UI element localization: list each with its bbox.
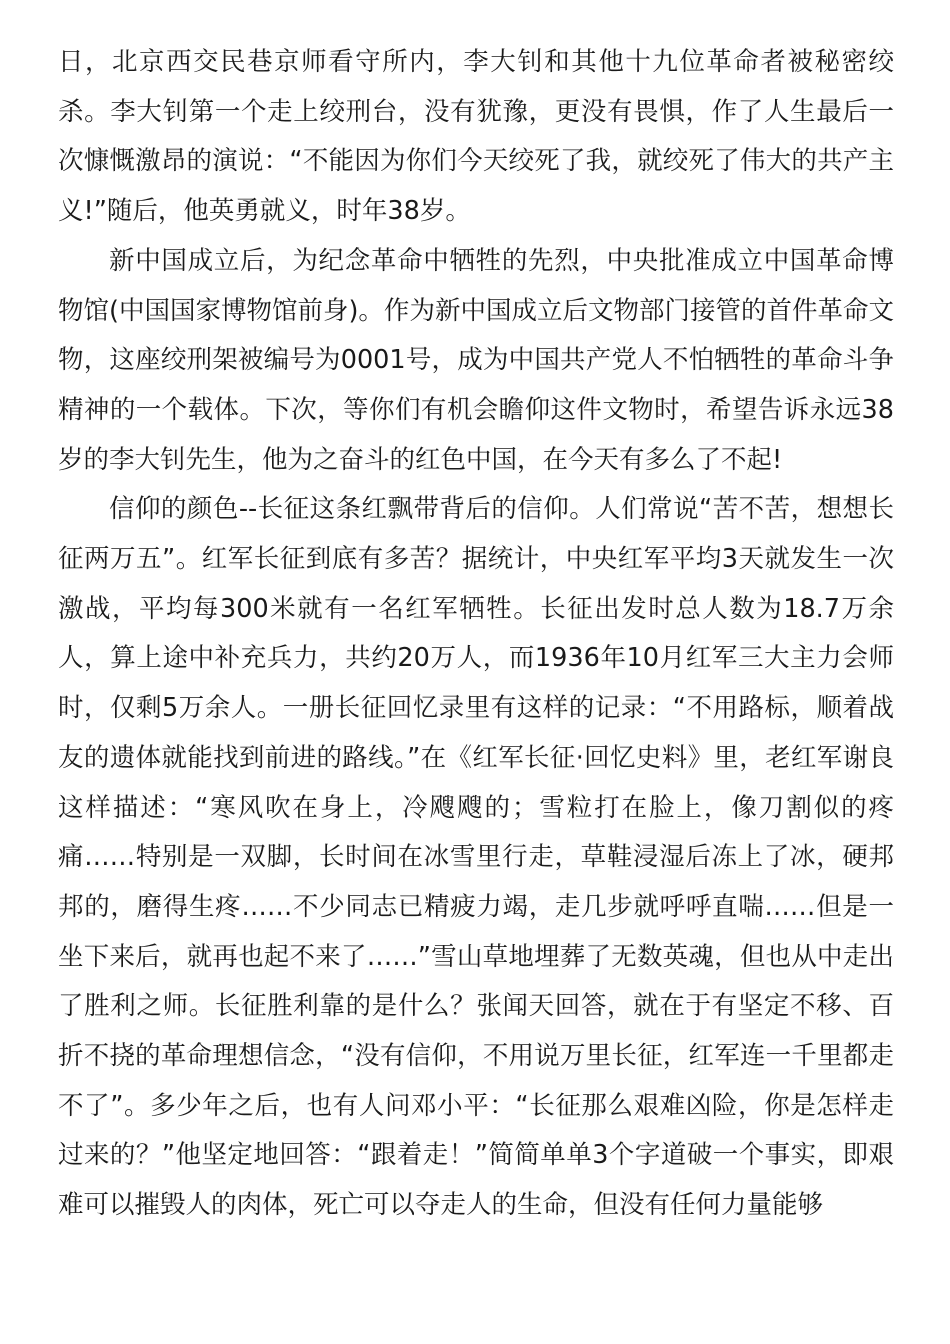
paragraph-long-march-faith: 信仰的颜色--长征这条红飘带背后的信仰。人们常说“苦不苦，想想长征两万五”。红军长征到底有多苦？据统计，中央红军平均3天就发生一次激战，平均每300米就有一名红军牺牲。长征出发时总人数为18.7万余人，算上途中补充兵力，共约20万人，而1936年10月红军三大主力会师时，仅剩5万余人。一册长征回忆录里有这样的记录：“不用路标，顺着战友的遗体就能找到前进的路线。”在《红军长征·回忆史料》里，老红军谢良这样描述：“寒风吹在身上，冷飕飕的；雪粒打在脸上，像刀割似的疼痛……特别是一双脚，长时间在冰雪里行走，草鞋浸湿后冻上了冰，硬邦邦的，磨得生疼……不少同志已精疲力竭，走几步就呼呼直喘……但是一坐下来后，就再也起不来了……”雪山草地埋葬了无数英魂，但也从中走出了胜利之师。长征胜利靠的是什么？张闻天回答，就在于有坚定不移、百折不挠的革命理想信念，“没有信仰，不用说万里长征，红军连一千里都走不了”。多少年之后，也有人问邓小平：“长征那么艰难凶险，你是怎样走过来的？”他坚定地回答：“跟着走！”简简单单3个字道破一个事实，即艰难可以摧毁人的肉体，死亡可以夺走人的生命，但没有任何力量能够 xyxy=(58,494,894,1221)
paragraph-li-dazhao-execution: 日，北京西交民巷京师看守所内，李大钊和其他十九位革命者被秘密绞杀。李大钊第一个走上绞刑台，没有犹豫，更没有畏惧，作了人生最后一次慷慨激昂的演说：“不能因为你们今天绞死了我，就绞死了伟大的共产主义!”随后，他英勇就义，时年38岁。 xyxy=(58,47,894,227)
document-page xyxy=(58,38,894,1231)
paragraph-gallows-relic: 新中国成立后，为纪念革命中牺牲的先烈，中央批准成立中国革命博物馆(中国国家博物馆前身)。作为新中国成立后文物部门接管的首件革命文物，这座绞刑架被编号为0001号，成为中国共产党人不怕牺牲的革命斗争精神的一个载体。下次，等你们有机会瞻仰这件文物时，希望告诉永远38岁的李大钊先生，他为之奋斗的红色中国，在今天有多么了不起! xyxy=(58,245,894,475)
